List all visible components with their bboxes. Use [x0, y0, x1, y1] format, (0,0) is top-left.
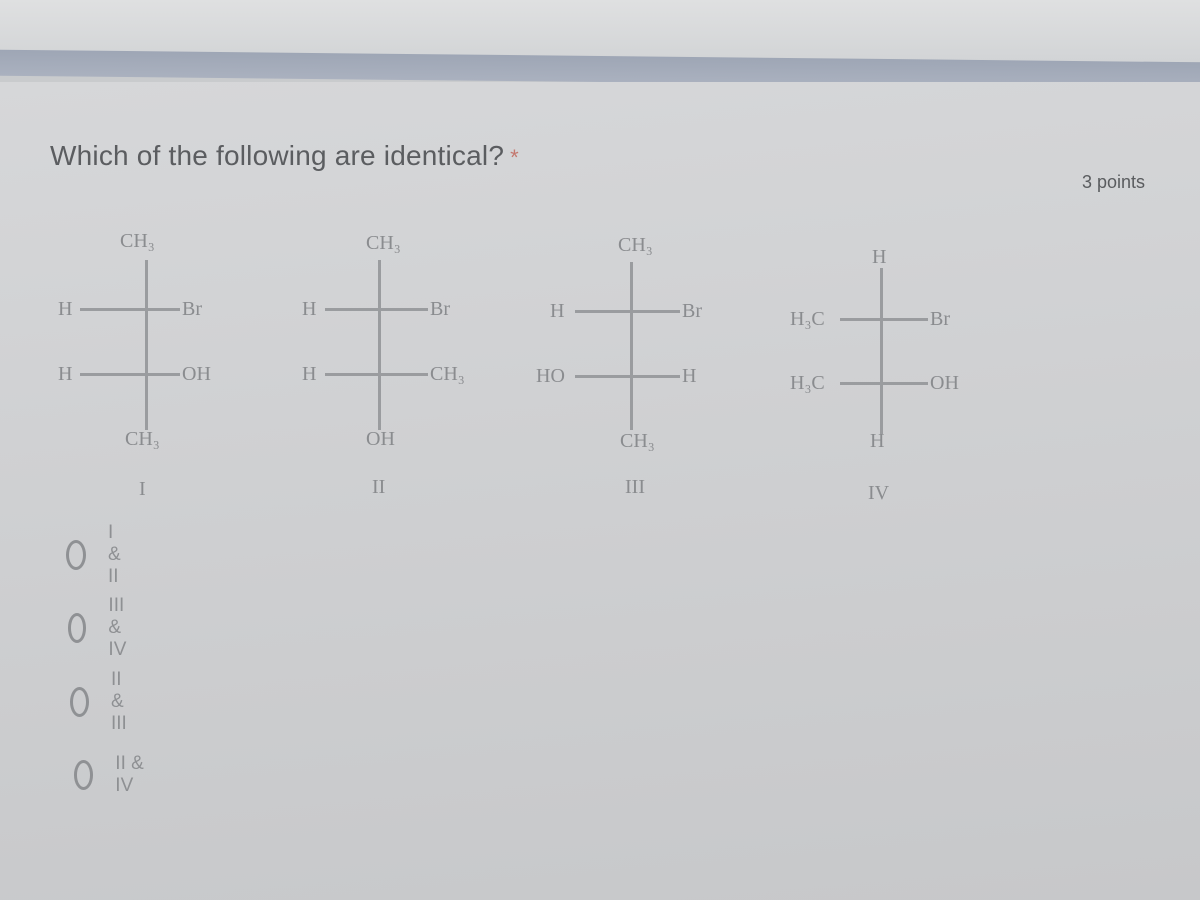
structure-iv-row2-right: OH	[930, 372, 959, 394]
option-iii-and-iv[interactable]	[68, 595, 138, 660]
structure-ii-bottom-group: OH	[366, 428, 395, 450]
structure-iii-numeral: III	[625, 476, 645, 498]
structure-i-row2-left: H	[58, 363, 73, 385]
structure-iii-bond-row-1	[575, 310, 680, 313]
radio-button-icon[interactable]	[74, 760, 93, 790]
structure-iv-row1-left: H₃C	[790, 308, 825, 330]
structure-ii-top-group: CH₃	[366, 232, 401, 254]
structure-iv-bottom-group: H	[870, 430, 885, 452]
points-label: 3 points	[1082, 172, 1146, 192]
option-label: I & II	[107, 522, 121, 587]
structure-iv-bond-row-1	[840, 318, 928, 321]
structure-iii-vertical-bond	[630, 262, 633, 430]
structure-iii-bottom-group: CH₃	[620, 430, 655, 452]
structure-iii-top-group: CH₃	[618, 234, 653, 256]
structure-ii-bond-row-2	[325, 373, 428, 376]
question-title	[50, 140, 519, 172]
option-i-and-ii[interactable]	[66, 522, 131, 587]
structure-ii-row1-left: H	[302, 298, 317, 320]
structure-ii-row2-right: CH₃	[430, 363, 465, 385]
structure-iv-row2-left: H₃C	[790, 372, 825, 394]
option-label: II & IV	[115, 753, 144, 796]
option-label: III & IV	[108, 595, 127, 660]
structure-i-bond-row-2	[80, 373, 180, 376]
structure-ii-row1-right: Br	[430, 298, 450, 320]
option-label: II & III	[110, 669, 127, 734]
structure-i-row1-left: H	[58, 298, 73, 320]
structure-ii-row2-left: H	[302, 363, 317, 385]
structure-iii-row1-left: H	[550, 300, 565, 322]
structure-i-numeral: I	[139, 478, 146, 500]
structure-i-bottom-group: CH₃	[125, 428, 160, 450]
structure-iv-top-group: H	[872, 246, 887, 268]
structure-ii-vertical-bond	[378, 260, 381, 430]
required-asterisk: *	[510, 145, 519, 170]
question-text: Which of the following are identical?	[50, 140, 505, 171]
radio-button-icon[interactable]	[70, 687, 89, 717]
radio-button-icon[interactable]	[68, 613, 86, 643]
structure-iii-row1-right: Br	[682, 300, 702, 322]
structure-ii-numeral: II	[372, 476, 386, 498]
structure-iv-row1-right: Br	[930, 308, 950, 330]
structure-i-bond-row-1	[80, 308, 180, 311]
option-ii-and-iv[interactable]	[74, 755, 144, 795]
structure-iv-vertical-bond	[880, 268, 883, 434]
structure-iv-bond-row-2	[840, 382, 928, 385]
structure-iii-bond-row-2	[575, 375, 680, 378]
structure-i-row1-right: Br	[182, 298, 202, 320]
structure-iii-row2-left: HO	[536, 365, 565, 387]
structure-i-top-group: CH₃	[120, 230, 155, 252]
radio-button-icon[interactable]	[66, 540, 86, 570]
option-ii-and-iii[interactable]	[70, 669, 138, 734]
structure-i-vertical-bond	[145, 260, 148, 430]
structure-iii-row2-right: H	[682, 365, 697, 387]
structure-i-row2-right: OH	[182, 363, 211, 385]
structure-ii-bond-row-1	[325, 308, 428, 311]
structure-iv-numeral: IV	[868, 482, 890, 504]
fischer-projections-figure	[0, 220, 1200, 520]
